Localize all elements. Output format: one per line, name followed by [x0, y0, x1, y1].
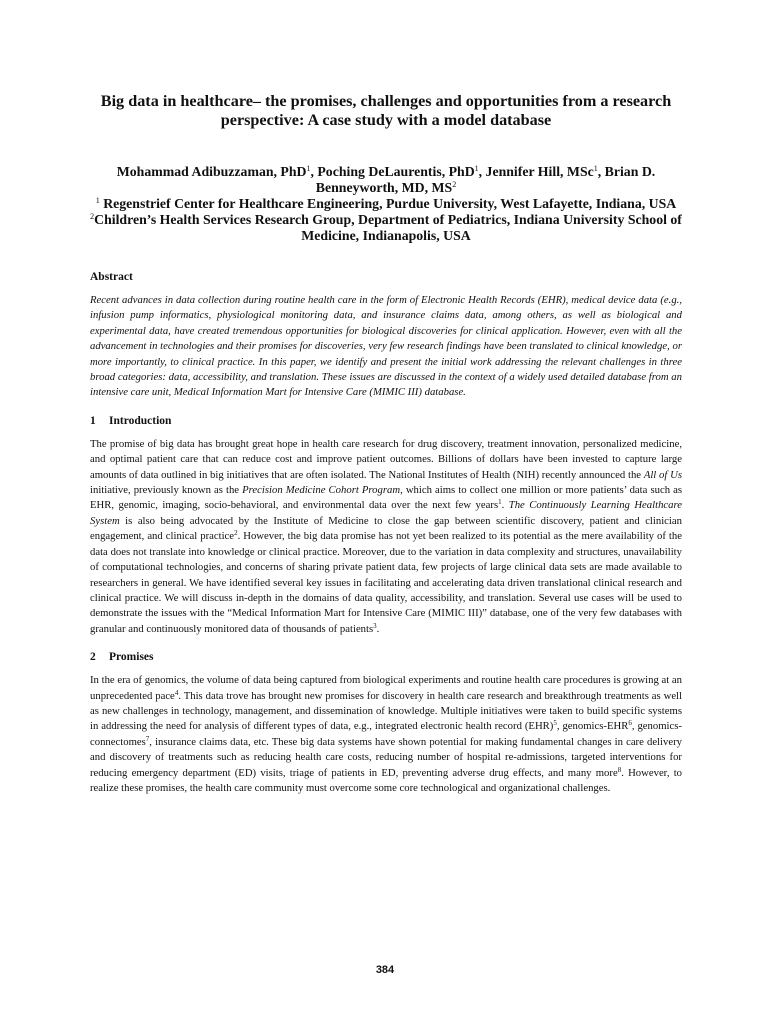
page-number: 384 — [375, 964, 395, 976]
section-title: Promises — [109, 651, 154, 664]
section-heading-introduction — [90, 415, 682, 427]
citation-ref: 1 — [498, 498, 502, 507]
text-run: , insurance claims data, etc. These big data systems have shown potential for making fundamental changes in care delivery and discovery of treatments such as reducing health care costs, reducing number of hospital re-admissions, targeted interventions for reducing emergency department (ED) visits, triage of patients in ED, preventing adverse drug effects, and many more — [90, 735, 682, 779]
text-run: The promise of big data has brought great hope in health care research for drug discovery, treatment innovation, personalized medicine, and optimal patient care that can reduce cost and improve patient outcomes. Billions of dollars have been invested to capture large amounts of data outlined in big initiatives that are often isolated. The National Institutes of Health (NIH) recently announced the — [90, 437, 682, 481]
text-run: . — [376, 622, 380, 635]
section-title: Introduction — [109, 414, 172, 427]
text-run: . However, to realize these promises, the health care community must overcome some core technological and organizational challenges. — [90, 766, 683, 794]
citation-ref: 6 — [628, 719, 632, 728]
text-run: is also being advocated by the Institute of Medicine to close the gap between scientific discovery, patient and clinician engagement, and clinical practice — [90, 514, 682, 543]
citation-ref: 5 — [553, 719, 557, 728]
introduction-paragraph — [90, 437, 682, 637]
author-name: , Jennifer Hill, MSc — [478, 164, 594, 179]
promises-paragraph — [90, 673, 682, 796]
affiliation-marker: 1 — [306, 164, 311, 173]
italic-text: The Continuously Learning Healthcare System — [90, 499, 683, 527]
text-run: , genomics-connectomes — [90, 720, 682, 748]
citation-ref: 8 — [617, 765, 622, 774]
affiliation-marker: 1 — [593, 164, 598, 173]
text-run: initiative, previously known as the — [90, 484, 243, 497]
section-heading-promises — [90, 651, 682, 663]
affiliation-marker: 1 — [95, 196, 100, 205]
author-block — [90, 164, 682, 244]
affiliation-marker: 2 — [452, 180, 457, 189]
section-number: 1 — [90, 414, 96, 427]
citation-ref: 2 — [234, 529, 238, 538]
text-run: . — [501, 499, 509, 512]
abstract-text: Recent advances in data collection during routine health care in the form of Electronic Health Records (EHR), medical device data (e.g., infusion pump informatics, physiological monitoring data, and insurance claims data, among others, as well as biological and experimental data, have created tremendous opportunities for biological discoveries for clinical application. However, even with all the advancement in technologies and their promises for discoveries, very few research findings have been translated to clinical knowledge, or more importantly, to clinical practice. In this paper, we identify and present the initial work addressing the relevant challenges in three broad categories: data, accessibility, and translation. These issues are discussed in the context of a widely used detailed database from an intensive care unit, Medical Information Mart for Intensive Care (MIMIC III) database. — [90, 294, 682, 399]
affiliation-marker: 1 — [474, 164, 479, 173]
author-name: , Poching DeLaurentis, PhD — [310, 164, 475, 179]
citation-ref: 7 — [145, 734, 150, 743]
affiliation-text: Children’s Health Services Research Group, Department of Pediatrics, Indiana University School of Medicine, Indianapolis, USA — [94, 212, 682, 243]
affiliation-marker: 2 — [90, 212, 95, 221]
paper-page — [90, 92, 682, 796]
paper-title: Big data in healthcare– the promises, challenges and opportunities from a research perspective: A case study with a model database — [100, 92, 672, 129]
affiliation-1 — [90, 196, 682, 212]
text-run: , genomics-EHR — [556, 720, 629, 733]
abstract-heading: Abstract — [90, 271, 133, 283]
citation-ref: 4 — [174, 688, 179, 697]
author-list — [90, 164, 682, 196]
text-run: . This data trove has brought new promises for discovery in health care research and breakthrough treatments as well as new challenges in technology, management, and dissemination of knowledge. Multiple initiatives were taken to build specific systems in addressing the need for analysis of different types of data, e.g., integrated electronic health record (EHR) — [90, 689, 682, 733]
affiliation-text: Regenstrief Center for Healthcare Engineering, Purdue University, West Lafayette, Indiana, USA — [99, 196, 677, 211]
author-name: Mohammad Adibuzzaman, PhD — [116, 164, 307, 179]
affiliation-2 — [90, 212, 682, 244]
author-name: , Brian D. Benneyworth, MD, MS — [315, 164, 656, 195]
text-run: , which aims to collect one million or more patients’ data such as EHR, genomic, imaging, socio-behavioral, and environmental data over the next few years — [90, 484, 682, 512]
text-run: In the era of genomics, the volume of data being captured from biological experiments and routine health care procedures is growing at an unprecedented pace — [90, 674, 682, 702]
section-number: 2 — [90, 651, 96, 664]
italic-text: Precision Medicine Cohort Program — [242, 484, 401, 497]
italic-text: All of Us — [643, 468, 682, 481]
citation-ref: 3 — [373, 621, 377, 630]
text-run: . However, the big data promise has not yet been realized to its potential as the mere availability of the data does not translate into knowledge or clinical practice. Moreover, due to the variation in data complexity and structures, unavailability of computational technologies, and concerns of sharing private patient data, few projects of large clinical data sets are made available to researchers in general. We have identified several key issues in facilitating and accelerating data driven translational clinical research and clinical practice. We will discuss in-depth in the domains of data quality, accessibility, and translation. Several use cases will be used to demonstrate the issues with the “Medical Information Mart for Intensive Care (MIMIC III)” database, one of the very few databases with granular and continuously monitored data of thousands of patients — [90, 530, 682, 635]
